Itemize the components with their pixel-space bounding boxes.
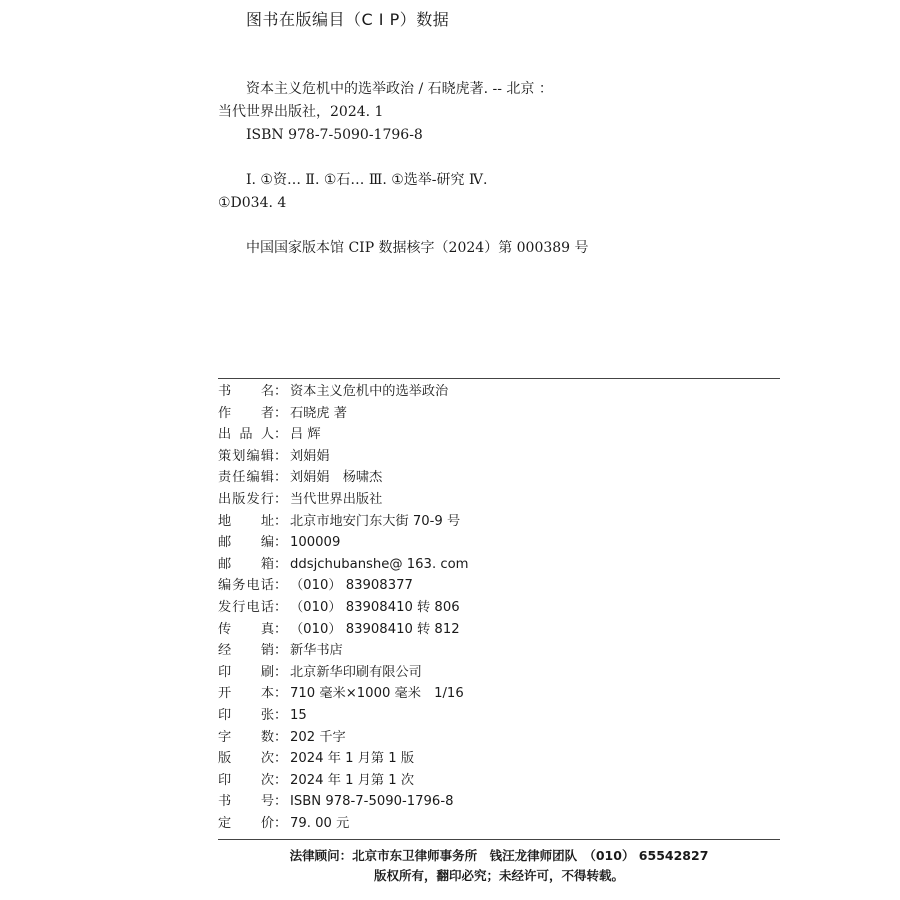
info-colon: ： xyxy=(274,794,288,810)
info-row xyxy=(218,683,778,705)
info-label-char: 地 xyxy=(218,513,232,529)
info-label xyxy=(218,554,274,576)
info-value: 新华书店 xyxy=(290,643,343,659)
info-colon: ： xyxy=(274,578,288,594)
info-colon: ： xyxy=(274,772,288,788)
info-row xyxy=(218,511,778,533)
info-value: 79. 00 元 xyxy=(290,815,350,831)
bottom-divider xyxy=(218,839,780,840)
info-colon: ： xyxy=(274,643,288,659)
info-value: 吕 辉 xyxy=(290,427,321,443)
info-label xyxy=(218,662,274,684)
info-label-char: 辑 xyxy=(260,448,274,464)
info-colon: ： xyxy=(274,491,288,507)
info-label xyxy=(218,424,274,446)
info-colon: ： xyxy=(274,427,288,443)
info-label-char: 责 xyxy=(218,470,232,486)
info-label-char: 辑 xyxy=(260,470,274,486)
cip-spacer xyxy=(218,147,678,169)
info-label-char: 定 xyxy=(218,815,232,831)
info-label-char: 经 xyxy=(218,643,232,659)
info-label-char: 发 xyxy=(218,599,232,615)
info-row xyxy=(218,403,778,425)
info-label-char: 电 xyxy=(246,599,260,615)
info-label-char: 电 xyxy=(246,578,260,594)
info-colon: ： xyxy=(274,405,288,421)
info-label-char: 编 xyxy=(246,448,260,464)
info-value: ISBN 978-7-5090-1796-8 xyxy=(290,794,454,810)
info-label-char: 发 xyxy=(246,491,260,507)
info-label-char: 次 xyxy=(260,751,274,767)
info-label xyxy=(218,748,274,770)
info-value: （010） 83908410 转 806 xyxy=(290,599,460,615)
info-label-char: 版 xyxy=(218,751,232,767)
info-row xyxy=(218,662,778,684)
info-label-char: 行 xyxy=(232,599,246,615)
top-divider xyxy=(218,378,780,379)
info-label xyxy=(218,597,274,619)
info-label-char: 版 xyxy=(232,491,246,507)
info-value: 刘娟娟 xyxy=(290,448,330,464)
info-colon: ： xyxy=(274,535,288,551)
info-value: 北京新华印刷有限公司 xyxy=(290,664,422,680)
info-value: 202 千字 xyxy=(290,729,346,745)
info-label-char: 划 xyxy=(232,448,246,464)
info-value: 石晓虎 著 xyxy=(290,405,347,421)
info-label-char: 次 xyxy=(260,772,274,788)
info-row xyxy=(218,554,778,576)
info-label xyxy=(218,467,274,489)
info-label xyxy=(218,403,274,425)
info-label xyxy=(218,640,274,662)
info-value: 北京市地安门东大街 70-9 号 xyxy=(290,513,461,529)
info-label xyxy=(218,532,274,554)
info-label-char: 本 xyxy=(260,686,274,702)
info-colon: ： xyxy=(274,707,288,723)
info-label-char: 价 xyxy=(260,815,274,831)
info-label xyxy=(218,619,274,641)
info-label-char: 开 xyxy=(218,686,232,702)
info-value: （010） 83908377 xyxy=(290,578,413,594)
info-value: 15 xyxy=(290,707,307,723)
info-label-char: 传 xyxy=(218,621,232,637)
info-label-char: 字 xyxy=(218,729,232,745)
cip-class-line: ①D034. 4 xyxy=(218,195,287,211)
legal-counsel-line: 法律顾问：北京市东卫律师事务所 钱汪龙律师团队 （010） 65542827 xyxy=(289,848,709,863)
info-label-char: 印 xyxy=(218,772,232,788)
info-label xyxy=(218,489,274,511)
info-label-char: 刷 xyxy=(260,664,274,680)
info-row xyxy=(218,489,778,511)
info-label-char: 印 xyxy=(218,707,232,723)
info-row xyxy=(218,532,778,554)
info-row xyxy=(218,770,778,792)
info-colon: ： xyxy=(274,448,288,464)
info-colon: ： xyxy=(274,664,288,680)
info-label xyxy=(218,705,274,727)
info-label-char: 任 xyxy=(232,470,246,486)
info-value: （010） 83908410 转 812 xyxy=(290,621,460,637)
info-label xyxy=(218,446,274,468)
info-label-char: 话 xyxy=(260,578,274,594)
info-label-char: 邮 xyxy=(218,556,232,572)
info-colon: ： xyxy=(274,599,288,615)
info-row xyxy=(218,381,778,403)
info-row xyxy=(218,424,778,446)
info-label-char: 编 xyxy=(218,578,232,594)
info-label-char: 话 xyxy=(260,599,274,615)
info-label-char: 者 xyxy=(260,405,274,421)
info-value: 资本主义危机中的选举政治 xyxy=(290,384,449,399)
info-colon: ： xyxy=(274,470,288,486)
info-label-char: 品 xyxy=(239,427,253,443)
info-value: 2024 年 1 月第 1 版 xyxy=(290,751,415,767)
info-label-char: 书 xyxy=(218,794,232,810)
info-colon: ： xyxy=(274,815,288,831)
info-colon: ： xyxy=(274,729,288,745)
cip-heading: 图书在版编目（C I P）数据 xyxy=(246,10,450,29)
info-label-char: 出 xyxy=(218,427,232,443)
info-label-char: 箱 xyxy=(260,556,274,572)
info-row xyxy=(218,575,778,597)
info-value: 710 毫米×1000 毫米 1/16 xyxy=(290,686,464,702)
info-row xyxy=(218,791,778,813)
cip-record xyxy=(218,78,678,260)
info-label xyxy=(218,791,274,813)
info-colon: ： xyxy=(274,384,288,399)
info-colon: ： xyxy=(274,513,288,529)
copyright-notice: 版权所有，翻印必究；未经许可，不得转载。 xyxy=(373,868,624,883)
info-label xyxy=(218,813,274,835)
info-value: 当代世界出版社 xyxy=(290,491,383,507)
info-row xyxy=(218,705,778,727)
info-label-char: 邮 xyxy=(218,535,232,551)
info-label-char: 出 xyxy=(218,491,232,507)
info-label-char: 号 xyxy=(260,794,274,810)
info-row xyxy=(218,640,778,662)
info-label-char: 印 xyxy=(218,664,232,680)
info-row xyxy=(218,748,778,770)
info-label-char: 编 xyxy=(246,470,260,486)
info-label-char: 数 xyxy=(260,729,274,745)
info-colon: ： xyxy=(274,621,288,637)
cip-subject-line: Ⅰ. ①资… Ⅱ. ①石… Ⅲ. ①选举-研究 Ⅳ. xyxy=(246,172,488,188)
info-label-char: 址 xyxy=(260,513,274,529)
info-row xyxy=(218,446,778,468)
info-value: ddsjchubanshe@ 163. com xyxy=(290,556,469,572)
info-label xyxy=(218,770,274,792)
info-value: 100009 xyxy=(290,535,341,551)
cip-isbn-line: ISBN 978-7-5090-1796-8 xyxy=(246,127,423,143)
cip-record-line: 中国国家版本馆 CIP 数据核字（2024）第 000389 号 xyxy=(246,240,589,256)
publication-info-table xyxy=(218,381,778,834)
info-label-char: 务 xyxy=(232,578,246,594)
info-row xyxy=(218,619,778,641)
info-label xyxy=(218,381,274,403)
info-label-char: 人 xyxy=(260,427,274,443)
info-label xyxy=(218,511,274,533)
info-colon: ： xyxy=(274,556,288,572)
info-row xyxy=(218,467,778,489)
info-label-char: 真 xyxy=(260,621,274,637)
info-label xyxy=(218,575,274,597)
info-value: 刘娟娟 杨啸杰 xyxy=(290,470,383,486)
info-label-char: 作 xyxy=(218,405,232,421)
info-label-char: 策 xyxy=(218,448,232,464)
info-value: 2024 年 1 月第 1 次 xyxy=(290,772,415,788)
info-colon: ： xyxy=(274,751,288,767)
info-label-char: 书 xyxy=(218,384,232,399)
info-colon: ： xyxy=(274,686,288,702)
info-label xyxy=(218,727,274,749)
info-label-char: 编 xyxy=(260,535,274,551)
cip-publisher-line: 当代世界出版社，2024. 1 xyxy=(218,104,384,120)
info-row xyxy=(218,727,778,749)
info-row xyxy=(218,813,778,835)
cip-spacer xyxy=(218,215,678,237)
info-label-char: 行 xyxy=(260,491,274,507)
info-label-char: 销 xyxy=(260,643,274,659)
info-row xyxy=(218,597,778,619)
cip-title-line: 资本主义危机中的选举政治 / 石晓虎著. -- 北京 ： xyxy=(246,81,553,97)
info-label-char: 张 xyxy=(260,707,274,723)
info-label xyxy=(218,683,274,705)
info-label-char: 名 xyxy=(260,384,274,399)
